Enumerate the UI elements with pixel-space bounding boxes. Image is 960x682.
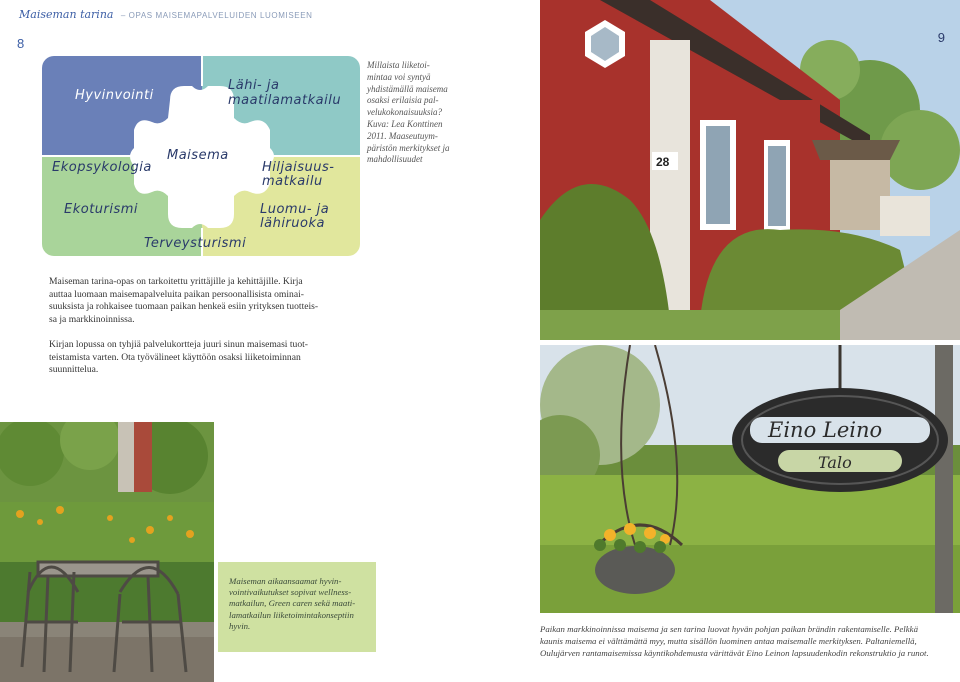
label-lahi-1: Lähi- ja xyxy=(228,78,280,93)
label-luomu-2: lähiruoka xyxy=(260,216,325,231)
label-hyvinvointi: Hyvinvointi xyxy=(75,88,154,103)
sign-photo-caption: Paikan markkinoinnissa maisema ja sen tarina luovat hyvän pohjan paikan brändin rakentamiselle. Pelkkä kaunis maisema ei välttämättä myy, mutta sisällön luominen antaa maisemalle merkityksen. Paltaniemellä, Oulujärven rantamaisemissa käyntikohdemusta värittävät Eino Leinon lapsuudenkodin rekonstruktio ja runot. xyxy=(540,624,929,658)
label-hiljaisuus-2: matkailu xyxy=(262,174,323,189)
red-house-photo xyxy=(540,0,960,340)
header-subtitle: – OPAS MAISEMAPALVELUIDEN LUOMISEEN xyxy=(120,11,313,20)
page-number-right: 9 xyxy=(937,30,945,45)
sign-line-1: Eino Leino xyxy=(768,418,883,442)
body-paragraph-1: Maiseman tarina-opas on tarkoitettu yrittäjille ja kehittäjille. Kirja auttaa luomaan maisemapalveluita paikan persoonallisista ominai- suuksista ja rohkaisee tuomaan paikan henkeä esiin yrityksen tuotteis- sa ja markkinoinnissa. xyxy=(49,276,319,325)
puzzle-diagram xyxy=(42,56,360,256)
running-header xyxy=(19,8,313,21)
label-ekopsykologia: Ekopsykologia xyxy=(52,160,152,175)
wellness-caption-box: Maiseman aikaansaamat hyvin- vointivaikutukset sopivat wellness- matkailun, Green caren sekä maati- lamatkailun liiketoimintakonseptiin hyvin. xyxy=(218,562,376,652)
house-number: 28 xyxy=(656,155,670,169)
label-hiljaisuus-1: Hiljaisuus- xyxy=(262,160,335,175)
diagram-caption: Millaista liiketoi- mintaa voi syntyä yhdistämällä maisema osaksi erilaisia pal- velukokonaisuuksia? Kuva: Lea Konttinen 2011. Maaseutuym- päristön merkitykset ja mahdollisuudet xyxy=(367,60,450,165)
eino-leino-sign-photo xyxy=(540,345,960,613)
page-number-left: 8 xyxy=(17,36,25,51)
label-maisema: Maisema xyxy=(167,148,229,163)
label-terveysturismi: Terveysturismi xyxy=(144,236,247,251)
label-lahi-2: maatilamatkailu xyxy=(228,93,342,108)
garden-chairs-photo xyxy=(0,422,214,682)
label-ekoturismi: Ekoturismi xyxy=(64,202,139,217)
label-luomu-1: Luomu- ja xyxy=(260,202,330,217)
sign-line-2: Talo xyxy=(818,453,852,472)
brand-title: Maiseman tarina xyxy=(19,8,114,21)
body-paragraph-2: Kirjan lopussa on tyhjiä palvelukortteja juuri sinun maisemasi tuot- teistamista varten. Ota työvälineet käyttöön osaksi liiketoiminnan suunnittelua. xyxy=(49,339,308,376)
